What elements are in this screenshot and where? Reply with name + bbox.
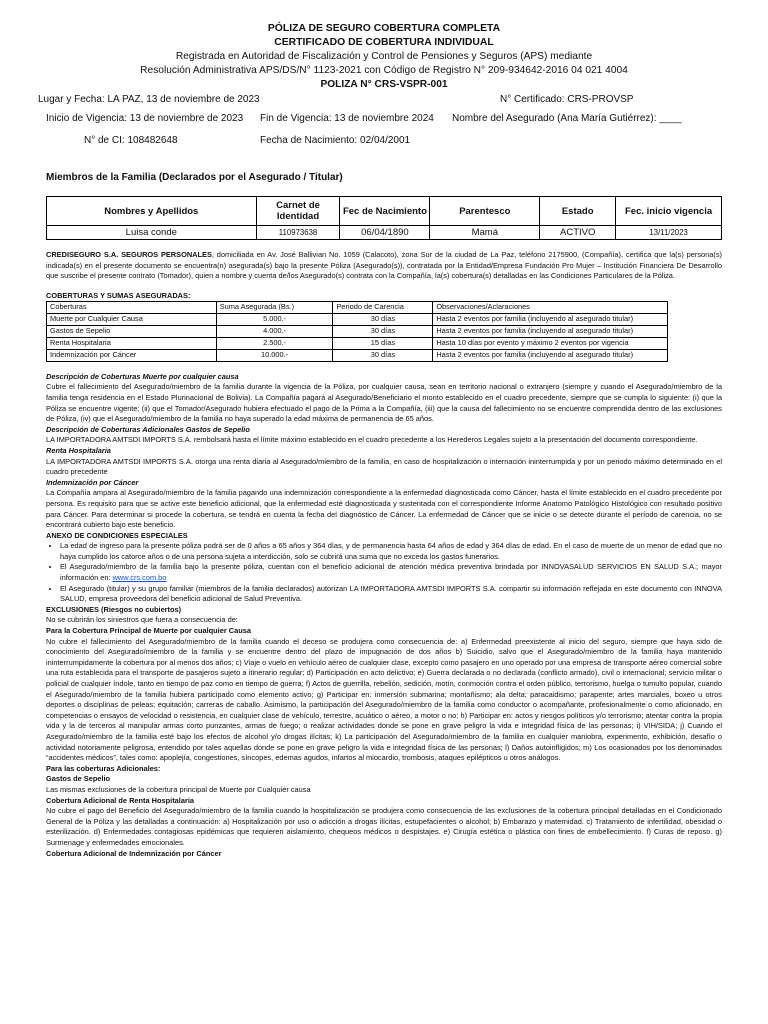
list-item: • La edad de ingreso para la presente póliza podrá ser de 0 años a 65 años y 364 días, y de permanencia hasta 64 años de edad y 364 días de edad. En el caso de muerte de un menor de edad que no haya cumplido los catorce años o de una persona sujeta a interdicción, solo se cubrirá una suma que no exceda los gastos funerarios. [60,541,722,562]
family-status-cell: ACTIVO [540,226,616,240]
coverage-title: COBERTURAS Y SUMAS ASEGURADAS: [46,290,191,300]
principal-exclusions-text: No cubre el fallecimiento del Asegurado/miembro de la familia cuando el deceso se produjera como consecuencia de: a) Enfermedad preexistente al inicio del seguro, siempre que haya sido de conocimiento del Asegurado/miembro de la familia y se encuentre dentro del plazo de impugnación de dos años b) Suicidio, salvo que el Asegurado/miembro de la familia haya mantenido ininterrumpidamente la cobertura por al menos dos años; c) Viaje o vuelo en vehículo aéreo de cualquier clase, excepto como pasajero en uno operado por una empresa de transporte aéreo comercial sobre una ruta establecida para el transporte de pasajeros sujeto a itinerario regular; d) Participación en acto delictivo; e) Guerra declarada o no declarada (conflicto armado), civil o internacional; servicio militar o policial de cualquier índole, tanto en tiempo de paz como en tiempo de guerra; f) Actos de guerrilla, rebelión, sedición, motín, conmoción contra el orden público, terrorismo, huelga o tumulto popular, cuando el Asegurado/miembro de la familia hubiera participado como elemento activo; g) Participar en: inmersión submarina; montañismo; ala delta; paracaidismo; parapente; artes marciales, boxeo u otros deportes o disciplinas de peleas; equitación; carreras de caballo. Asimismo, la participación del Asegurado/miembro de la familia como conductor o acompañante, profesionalmente o como aficionado, en competencias o ensayos de velocidad o resistencia, en cualquier clase de vehículo, terrestre, acuático o aéreo, a motor o no; h) Participar en: actos y riesgos políticos y/o terrorismo; atentar contra la propia vida y la de terceros al manipular armas corto punzantes, armas de fuego; o realizar actividades donde se pone en grave peligro la vida e integridad física de las personas; i) VIH/SIDA; j) Cuando el Asegurado/miembro de la familia esté bajo los efectos de alcohol y/o drogas ilícitas; k) La participación del Asegurado/miembro de la familia en cualquier maniobra, experimento, exhibición, desafío o actividad notoriamente peligrosa, entendido por tales aquellas donde se pone en grave peligro la vida e integridad física de las personas; l) Daños autoinfligidos; m) Los ocasionados por los denominados “accidentes médicos”, tales como: apoplejía, congestiones, síncopes, edemas agudos, infartos al miocardio, trombosis, ataques epilépticos u otros análogos. [46,636,722,763]
coverage-waiting-cell: 30 días [333,313,433,325]
coverage-col-notes: Observaciones/Aclaraciones [433,301,668,313]
coverage-waiting-cell: 30 días [333,325,433,337]
coverage-name-cell: Renta Hospitalaria [47,337,217,349]
resolution-line: Resolución Administrativa APS/DS/N° 1123-2021 con Código de Registro N° 209-934642-2016 04 021 4004 [140,65,628,76]
family-relation-cell: Mamá [430,226,540,240]
id-number: N° de CI: 108482648 [84,135,178,146]
policy-number: POLIZA N° CRS-VSPR-001 [320,79,448,90]
coverage-waiting-cell: 15 días [333,337,433,349]
coverage-col-name: Coberturas [47,301,217,313]
hospital-exclusions-text: No cubre el pago del Beneficio del Asegurado/miembro de la familia cuando la hospitalización se produjera como consecuencia de las exclusiones de la cobertura principal detalladas en el Condicionado General de la Póliza y las detalladas a continuación: a) Hospitalización por uso o adicción a drogas ilícitas, estupefacientes o alcohol; b) Embarazo y maternidad. c) Tratamiento de infertilidad, obesidad o esterilización. d) Enfermedades contagiosas epidémicas que requieren aislamiento, chequeos médicos o despistajes. e) Cirugía estética o plástica con fines de embellecimiento. f) Curas de reposo. g) Surmenage y enfermedades emocionales. [46,806,722,847]
table-row [47,337,668,349]
funeral-exclusions-text: Las mismas exclusiones de la cobertura principal de Muerte por Cualquier causa [46,784,311,794]
coverage-notes-cell: Hasta 2 eventos por familia (incluyendo al asegurado titular) [433,349,668,361]
cancer-coverage-title: Indemnización por Cáncer [46,477,139,487]
coverage-amount-cell: 2.500.- [216,337,333,349]
table-row [47,349,668,361]
family-col-start: Fec. inicio vigencia [616,197,722,226]
intro-paragraph [46,250,722,282]
coverage-name-cell: Gastos de Sepelio [47,325,217,337]
funeral-exclusions-title: Gastos de Sepelio [46,774,111,784]
intro-text: , domiciliada en Av. José Ballivian No. 1059 (Calacoto), zona Sur de la ciudad de La Paz, teléfono 2175900, (Compañía), certifica que la(s) persona(s) indicada(s) en el presente documento se encuentra(n) asegurada(s) bajo la presente Póliza (Asegurado(s)), contratada por la Entidad/Empresa Fundación Pro Mujer – Institución Financiera De Desarrollo que suscribe el presente contrato (Tomador), quien a nombre y cuenta de/los Asegurado(s) contrata con la Compañía, la(s) cobertura(s) detalladas en las Condiciones Particulares de la Póliza. [46,250,722,281]
birth-date: Fecha de Nacimiento: 02/04/2001 [260,135,411,146]
insured-name: Nombre del Asegurado (Ana María Gutiérrez): ____ [452,113,682,124]
coverage-col-amount: Suma Asegurada (Bs.) [216,301,333,313]
document-title: PÓLIZA DE SEGURO COBERTURA COMPLETA [267,23,501,34]
death-coverage-text: Cubre el fallecimiento del Asegurado/miembro de la familia durante la vigencia de la Póliza, por cualquier causa, sean en territorio nacional o extranjero (siempre y cuando el Asegurado/miembro de la familia tenga residencia en el Estado Plurinacional de Bolivia). La Compañía pagará al Asegurado/Beneficiario el monto establecido en el cuadro precedente, siempre que se cumpla lo siguiente: (i) que la Póliza se encuentre vigente; (ii) que el Tomador/Asegurado hubiera efectuado el pago de la Prima a la Compañía, (iii) que la causa del fallecimiento no se encuentre comprendida dentro de las exclusiones de Póliza, (iv) que el Asegurado/miembro de la familia no haya superado la edad máxima de permanencia de 65 años. [46,382,722,424]
family-col-name: Nombres y Apellidos [47,197,257,226]
hospital-coverage-text: LA IMPORTADORA AMTSDI IMPORTS S.A. otorga una renta diaria al Asegurado/miembro de la familia, en caso de hospitalización o internación ininterrumpida y por un periodo máximo determinado en el cuadro precedente [46,456,722,477]
family-col-birth: Fec de Nacimiento [340,197,430,226]
hospital-coverage-title: Renta Hospitalaria [46,445,111,455]
cancer-exclusions-title: Cobertura Adicional de Indemnización por Cáncer [46,848,222,858]
list-item: • El Asegurado (titular) y su grupo familiar (miembros de la familia declarados) autorizan LA IMPORTADORA AMTSDI IMPORTS S.A. compartir su información reflejada en este documento con INNOVA SALUD, empresa proveedora del beneficio adicional de Salud Preventiva. [60,584,722,605]
family-table-header [47,197,722,226]
cancer-coverage-text: La Compañía ampara al Asegurado/miembro de la familia pagando una indemnización correspondiente a la enfermedad diagnosticada como Cáncer, hasta el límite establecido en el cuadro precedente por persona. Es requisito para que se active este beneficio adicional, que la enfermedad esté diagnosticada y sustentada con el correspondiente Informe Anatomo Patológico Histológico con resultado positivo para Cáncer. Para determinar si procede la cobertura, se tendrá en cuenta la fecha del diagnóstico de Cáncer. La enfermedad de Cáncer que se inicie o se detecte durante el período de carencia, no se encontrará cubierto bajo este beneficio. [46,488,722,530]
coverage-notes-cell: Hasta 2 eventos por familia (incluyendo al asegurado titular) [433,313,668,325]
coverage-notes-cell: Hasta 2 eventos por familia (incluyendo al asegurado titular) [433,325,668,337]
coverage-amount-cell: 5.000.- [216,313,333,325]
funeral-coverage-title: Descripción de Coberturas Adicionales Gastos de Sepelio [46,424,250,434]
end-date: Fin de Vigencia: 13 de noviembre 2024 [260,113,434,124]
coverage-name-cell: Muerte por Cualquier Causa [47,313,217,325]
table-row [47,313,668,325]
family-col-relation: Parentesco [430,197,540,226]
crs-website-link[interactable]: www.crs.com.bo [112,573,167,583]
exclusions-title: EXCLUSIONES (Riesgos no cubiertos) [46,604,182,614]
family-ci-cell: 110973638 [256,226,340,240]
registration-line: Registrada en Autoridad de Fiscalización y Control de Pensiones y Seguros (APS) mediante [175,51,593,62]
coverage-amount-cell: 4.000.- [216,325,333,337]
coverage-notes-cell: Hasta 10 días por evento y máximo 2 eventos por vigencia [433,337,668,349]
family-col-ci: Carnet de Identidad [256,197,340,226]
certificate-number: N° Certificado: CRS-PROVSP [500,94,634,105]
annex-title: ANEXO DE CONDICIONES ESPECIALES [46,530,188,540]
conditions-body [46,372,722,859]
info-row-3 [46,135,722,151]
family-name-cell: Luisa conde [47,226,257,240]
death-coverage-title: Descripción de Coberturas Muerte por cualquier causa [46,371,239,381]
family-table [46,196,722,240]
document-header [46,22,722,92]
additional-exclusions-title: Para las coberturas Adicionales: [46,763,161,773]
family-section-title: Miembros de la Familia (Declarados por el Asegurado / Titular) [46,172,343,183]
hospital-exclusions-title: Cobertura Adicional de Renta Hospitalaria [46,795,194,805]
annex-list [46,541,722,605]
coverage-table [46,301,668,362]
info-row-2 [46,113,722,129]
place-date: Lugar y Fecha: LA PAZ, 13 de noviembre de 2023 [38,94,260,105]
family-birth-cell: 06/04/1890 [340,226,430,240]
exclusions-intro: No se cubrirán los siniestros que fuera a consecuencia de: [46,615,238,625]
coverage-table-header [47,301,668,313]
start-date: Inicio de Vigencia: 13 de noviembre de 2023 [46,113,244,124]
coverage-waiting-cell: 30 días [333,349,433,361]
info-row-1 [38,94,722,110]
funeral-coverage-text: LA IMPORTADORA AMTSDI IMPORTS S.A. rembolsará hasta el límite máximo establecido en el cuadro precedente a los Herederos Legales sujeto a la presentación del documento correspondiente. [46,435,698,445]
annex-item-text: El Asegurado/miembro de la familia bajo la presente póliza, cuentan con el beneficio adicional de atención médica preventiva brindada por INNOVASALUD SERVICIOS EN SALUD S.A.; mayor información en: [60,562,722,583]
coverage-col-waiting: Periodo de Carencia [333,301,433,313]
coverage-name-cell: Indemnización por Cáncer [47,349,217,361]
family-start-cell: 13/11/2023 [616,226,722,240]
document-subtitle: CERTIFICADO DE COBERTURA INDIVIDUAL [274,37,494,48]
coverage-amount-cell: 10.000.- [216,349,333,361]
family-col-status: Estado [540,197,616,226]
principal-exclusions-title: Para la Cobertura Principal de Muerte por cualquier Causa [46,626,251,636]
list-item [60,562,722,583]
company-name: CREDISEGURO S.A. SEGUROS PERSONALES [46,250,212,259]
table-row [47,226,722,240]
table-row [47,325,668,337]
